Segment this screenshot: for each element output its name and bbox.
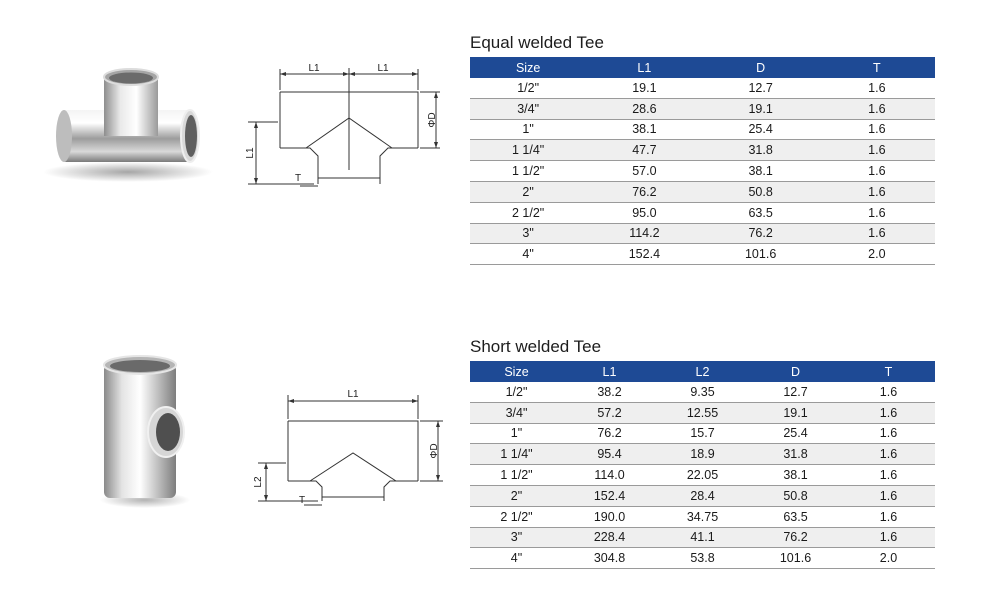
equal-dim-l1-side: L1	[245, 147, 256, 159]
table-row	[470, 119, 935, 140]
table-row	[470, 485, 935, 506]
table-cell: 31.8	[749, 444, 842, 465]
equal-dim-l1-right: L1	[377, 63, 389, 74]
column-header: D	[749, 361, 842, 382]
table-header-row	[470, 361, 935, 382]
short-dim-diameter: ΦD	[429, 443, 440, 459]
table-cell: 1 1/2"	[470, 161, 586, 182]
table-cell: 31.8	[703, 140, 819, 161]
table-row	[470, 444, 935, 465]
table-row	[470, 140, 935, 161]
table-cell: 190.0	[563, 506, 656, 527]
table-cell: 1.6	[842, 402, 935, 423]
table-cell: 19.1	[586, 78, 702, 98]
table-cell: 50.8	[749, 485, 842, 506]
table-cell: 18.9	[656, 444, 749, 465]
table-cell: 12.7	[703, 78, 819, 98]
table-cell: 76.2	[749, 527, 842, 548]
table-cell: 1 1/4"	[470, 444, 563, 465]
column-header: D	[703, 57, 819, 78]
table-cell: 101.6	[749, 548, 842, 569]
column-header: T	[842, 361, 935, 382]
table-cell: 2 1/2"	[470, 202, 586, 223]
table-row	[470, 423, 935, 444]
table-cell: 47.7	[586, 140, 702, 161]
equal-dim-l1-left: L1	[308, 63, 320, 74]
table-header-row	[470, 57, 935, 78]
table-cell: 1.6	[842, 465, 935, 486]
column-header: T	[819, 57, 935, 78]
table-row	[470, 78, 935, 98]
table-row	[470, 506, 935, 527]
table-row	[470, 527, 935, 548]
table-cell: 3/4"	[470, 402, 563, 423]
table-cell: 1/2"	[470, 382, 563, 402]
table-cell: 1.6	[842, 527, 935, 548]
table-cell: 1.6	[819, 119, 935, 140]
table-row	[470, 202, 935, 223]
table-cell: 12.55	[656, 402, 749, 423]
table-cell: 25.4	[703, 119, 819, 140]
table-cell: 15.7	[656, 423, 749, 444]
short-tee-title: Short welded Tee	[470, 337, 602, 356]
table-cell: 4"	[470, 244, 586, 265]
table-cell: 76.2	[563, 423, 656, 444]
table-cell: 95.4	[563, 444, 656, 465]
short-tee-table	[470, 361, 935, 569]
table-row	[470, 244, 935, 265]
table-cell: 1.6	[819, 223, 935, 244]
table-cell: 114.2	[586, 223, 702, 244]
table-cell: 2"	[470, 181, 586, 202]
table-cell: 38.1	[749, 465, 842, 486]
table-cell: 1.6	[819, 181, 935, 202]
table-cell: 41.1	[656, 527, 749, 548]
short-dim-thickness: T	[298, 495, 306, 506]
table-row	[470, 161, 935, 182]
table-cell: 1"	[470, 119, 586, 140]
table-row	[470, 382, 935, 402]
table-cell: 1.6	[842, 423, 935, 444]
table-cell: 28.6	[586, 98, 702, 119]
table-row	[470, 223, 935, 244]
table-cell: 38.1	[703, 161, 819, 182]
column-header: L2	[656, 361, 749, 382]
equal-tee-drawing	[238, 60, 448, 195]
table-cell: 3"	[470, 527, 563, 548]
short-tee-drawing	[238, 383, 453, 513]
table-cell: 1.6	[842, 506, 935, 527]
table-cell: 152.4	[563, 485, 656, 506]
table-cell: 152.4	[586, 244, 702, 265]
table-cell: 28.4	[656, 485, 749, 506]
table-cell: 9.35	[656, 382, 749, 402]
table-cell: 1"	[470, 423, 563, 444]
equal-dim-diameter: ΦD	[427, 112, 438, 128]
table-cell: 1.6	[819, 202, 935, 223]
table-cell: 12.7	[749, 382, 842, 402]
table-cell: 2"	[470, 485, 563, 506]
table-cell: 1.6	[819, 161, 935, 182]
table-row	[470, 548, 935, 569]
table-cell: 228.4	[563, 527, 656, 548]
table-cell: 1.6	[842, 444, 935, 465]
table-cell: 95.0	[586, 202, 702, 223]
table-cell: 57.0	[586, 161, 702, 182]
table-cell: 3/4"	[470, 98, 586, 119]
table-cell: 63.5	[749, 506, 842, 527]
table-cell: 2.0	[819, 244, 935, 265]
short-tee-photo	[90, 352, 205, 512]
table-row	[470, 98, 935, 119]
table-row	[470, 402, 935, 423]
table-cell: 101.6	[703, 244, 819, 265]
equal-tee-title: Equal welded Tee	[470, 33, 604, 52]
table-cell: 22.05	[656, 465, 749, 486]
table-cell: 19.1	[703, 98, 819, 119]
table-cell: 25.4	[749, 423, 842, 444]
table-cell: 34.75	[656, 506, 749, 527]
table-cell: 38.2	[563, 382, 656, 402]
table-cell: 53.8	[656, 548, 749, 569]
column-header: Size	[470, 361, 563, 382]
table-cell: 2.0	[842, 548, 935, 569]
table-row	[470, 181, 935, 202]
column-header: L1	[586, 57, 702, 78]
table-cell: 1 1/2"	[470, 465, 563, 486]
equal-dim-thickness: T	[294, 173, 302, 184]
table-cell: 1.6	[819, 78, 935, 98]
table-cell: 1/2"	[470, 78, 586, 98]
table-cell: 19.1	[749, 402, 842, 423]
table-cell: 50.8	[703, 181, 819, 202]
equal-tee-table	[470, 57, 935, 265]
table-cell: 1.6	[842, 382, 935, 402]
table-cell: 114.0	[563, 465, 656, 486]
table-cell: 1 1/4"	[470, 140, 586, 161]
short-dim-l2-side: L2	[253, 476, 264, 488]
column-header: L1	[563, 361, 656, 382]
table-cell: 76.2	[586, 181, 702, 202]
table-cell: 1.6	[842, 485, 935, 506]
table-cell: 304.8	[563, 548, 656, 569]
column-header: Size	[470, 57, 586, 78]
table-cell: 2 1/2"	[470, 506, 563, 527]
table-cell: 4"	[470, 548, 563, 569]
table-cell: 63.5	[703, 202, 819, 223]
table-cell: 3"	[470, 223, 586, 244]
table-cell: 76.2	[703, 223, 819, 244]
equal-tee-photo	[40, 62, 220, 187]
short-dim-l1-top: L1	[347, 389, 359, 400]
table-cell: 57.2	[563, 402, 656, 423]
table-row	[470, 465, 935, 486]
table-cell: 38.1	[586, 119, 702, 140]
table-cell: 1.6	[819, 98, 935, 119]
table-cell: 1.6	[819, 140, 935, 161]
